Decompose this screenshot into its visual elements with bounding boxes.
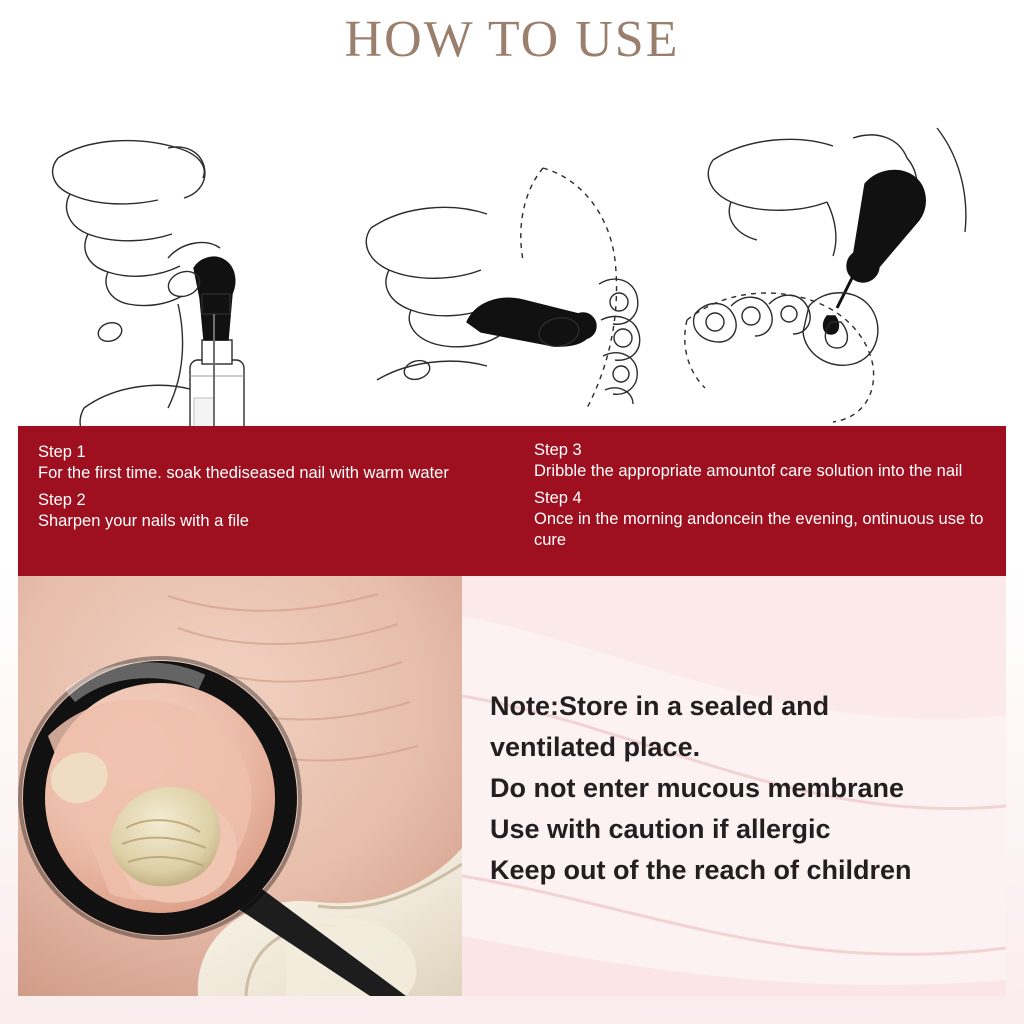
- note-text-block: [490, 686, 1006, 891]
- page-title: HOW TO USE: [344, 11, 680, 68]
- step-1-label: Step 1: [38, 443, 86, 461]
- step-3-text: Dribble the appropriate amountof care solution into the nail: [534, 462, 963, 480]
- step-2-label: Step 2: [38, 491, 86, 509]
- photo-magnifier-over-infected-toenail: [18, 576, 462, 996]
- steps-column-right: [512, 426, 1006, 576]
- note-line-5: Keep out of the reach of children: [490, 855, 912, 885]
- step-4-text: Once in the morning andoncein the evening, ontinuous use to cure: [534, 510, 984, 549]
- step-2-text: Sharpen your nails with a file: [38, 512, 249, 530]
- steps-column-left: [18, 426, 512, 576]
- note-panel: [462, 576, 1006, 996]
- note-line-1: Note:Store in a sealed and: [490, 691, 830, 721]
- steps-band: [18, 426, 1006, 576]
- illustration-hand-holding-dropper-bottle: [18, 108, 347, 426]
- step-1-text: For the first time. soak thediseased nail with warm water: [38, 464, 449, 482]
- step-4-label: Step 4: [534, 489, 582, 507]
- note-line-2: ventilated place.: [490, 732, 701, 762]
- step-3-label: Step 3: [534, 441, 582, 459]
- note-line-4: Use with caution if allergic: [490, 814, 831, 844]
- illustration-strip: [18, 108, 1006, 426]
- illustration-hand-filing-toenail: [347, 108, 676, 426]
- illustration-hand-applying-drops-to-toenail: [677, 108, 1006, 426]
- note-line-3: Do not enter mucous membrane: [490, 773, 905, 803]
